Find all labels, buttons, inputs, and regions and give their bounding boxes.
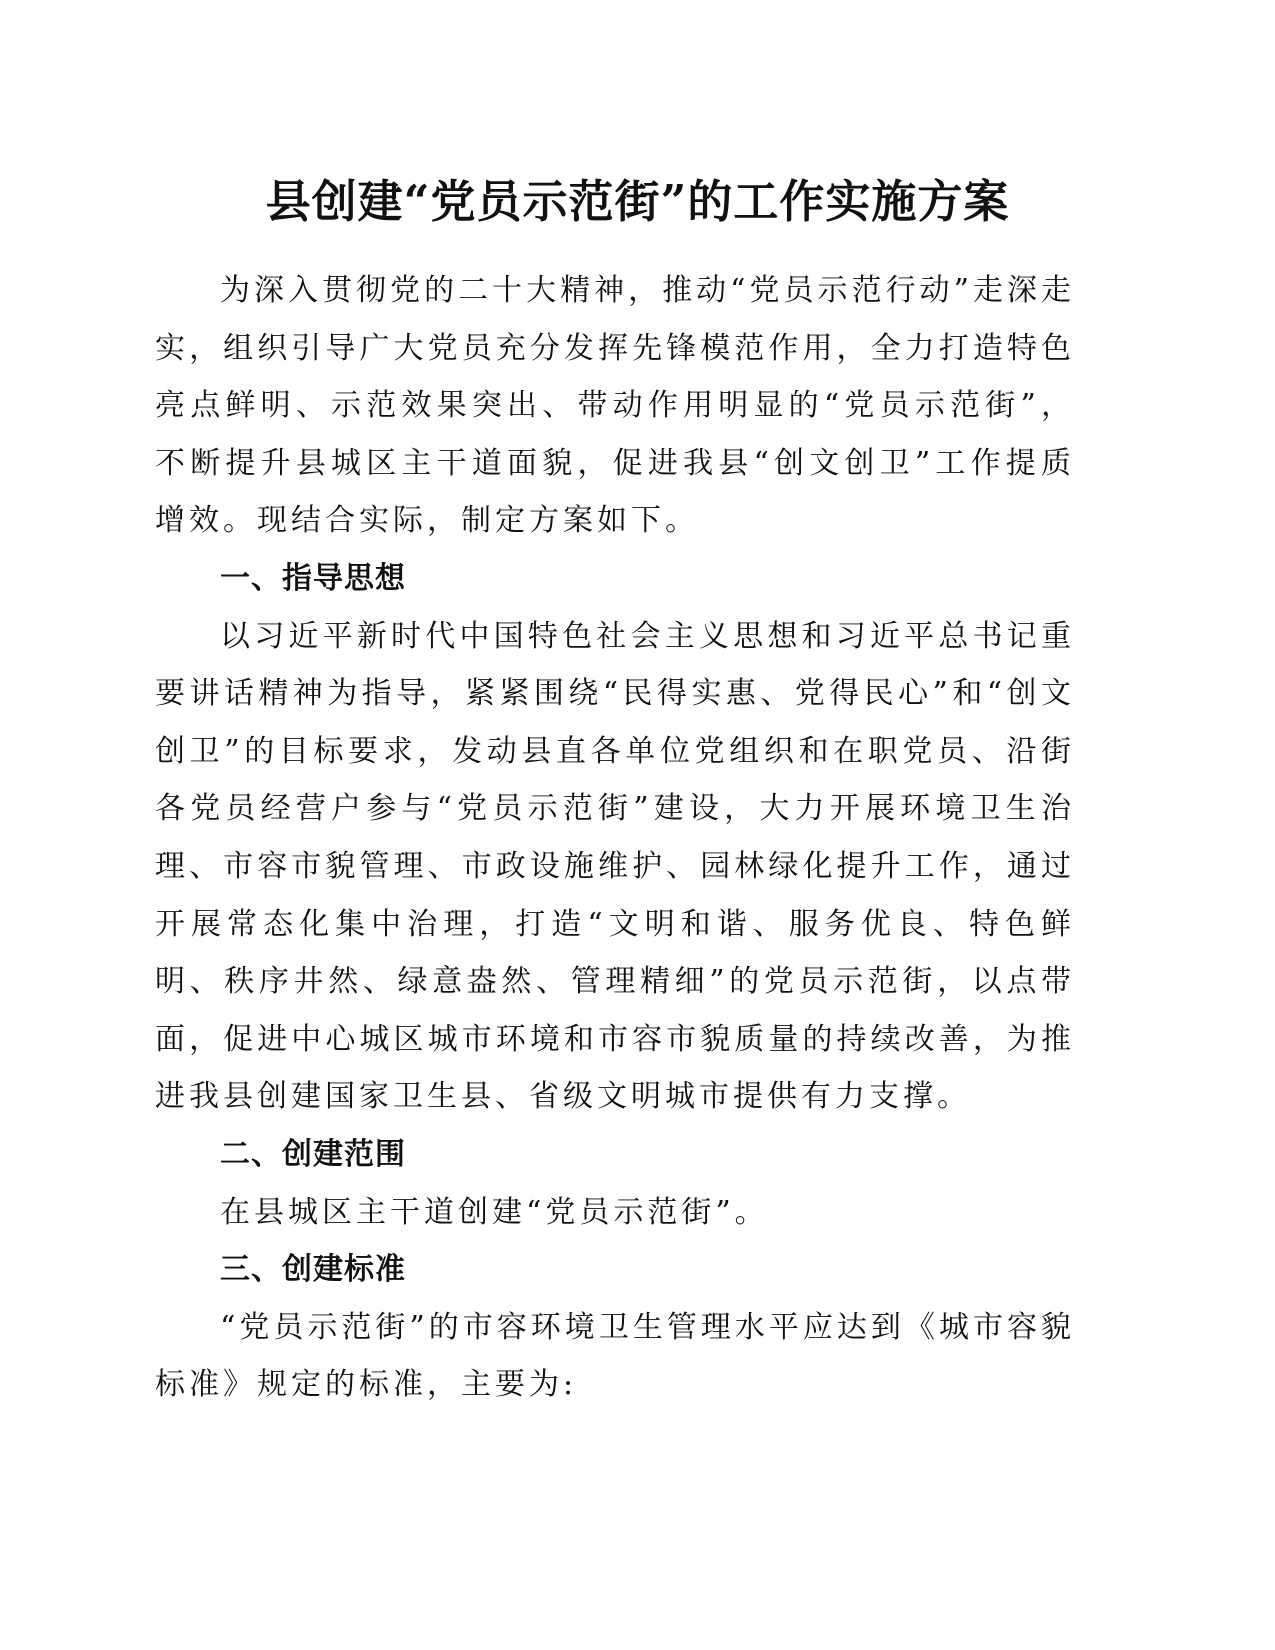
section-heading-standards: 三、创建标准 [220,1252,406,1288]
section-paragraph-guiding-ideology: 以习近平新时代中国特色社会主义思想和习近平总书记重要讲话精神为指导，紧紧围绕“民得实惠、党得民心”和“创文创卫”的目标要求，发动县直各单位党组织和在职党员、沿街各党员经营户参与“党员示范街”建设，大力开展环境卫生治理、市容市貌管理、市政设施维护、园林绿化提升工作，通过开展常态化集中治理，打造“文明和谐、服务优良、特色鲜明、秩序井然、绿意盎然、管理精细”的党员示范街，以点带面，促进中心城区城市环境和市容市貌质量的持续改善，为推进我县创建国家卫生县、省级文明城市提供有力支撑。 [155,618,1075,1115]
section-paragraph-scope: 在县城区主干道创建“党员示范街”。 [220,1194,769,1230]
section-paragraph-standards: “党员示范街”的市容环境卫生管理水平应达到《城市容貌标准》规定的标准，主要为: [155,1309,1075,1403]
document-title: 县创建“党员示范街”的工作实施方案 [265,175,1010,228]
section-heading-scope: 二、创建范围 [220,1136,406,1172]
intro-paragraph: 为深入贯彻党的二十大精神，推动“党员示范行动”走深走实，组织引导广大党员充分发挥先锋模范作用，全力打造特色亮点鲜明、示范效果突出、带动作用明显的“党员示范街”，不断提升县城区主干道面貌，促进我县“创文创卫”工作提质增效。现结合实际，制定方案如下。 [155,273,1075,539]
document-body [155,262,1075,1414]
section-heading-guiding-ideology: 一、指导思想 [220,560,406,596]
